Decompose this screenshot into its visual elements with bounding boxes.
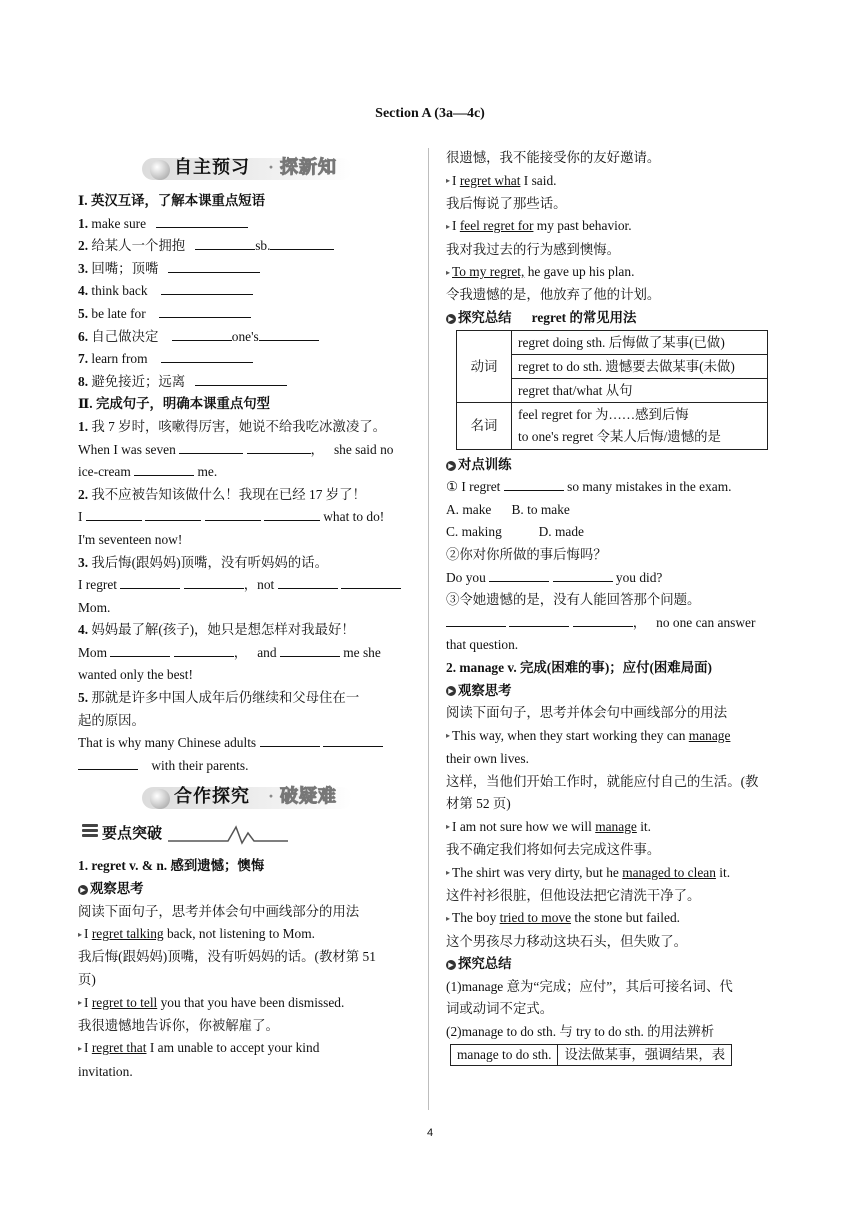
answer-blank[interactable] [86, 506, 142, 521]
practice-question: ， no one can answer [446, 612, 786, 635]
answer-blank[interactable] [161, 348, 253, 363]
phrase-item: 8. 避免接近；远离 [78, 371, 416, 394]
option-c[interactable]: C. making [446, 524, 502, 540]
example-sentence: their own lives. [446, 750, 529, 766]
practice-question: ②你对你所做的事后悔吗？ [446, 547, 607, 562]
example-translation: 页) [78, 972, 96, 988]
bullet-icon: ▸ [446, 914, 451, 923]
bullet-icon: ▸ [446, 267, 451, 277]
column-divider [428, 148, 429, 1110]
play-icon: ▶ [78, 885, 88, 895]
table-cell: regret to do sth. 遗憾要去做某事(未做) [512, 354, 768, 378]
bullet-icon: ▸ [446, 176, 451, 186]
example-translation: 令我遗憾的是，他放弃了他的计划。 [446, 287, 661, 303]
example-sentence: ▸ To my regret, he gave up his plan. [446, 264, 635, 280]
summary-text: (1)manage 意为“完成；应付”，其后可接名词、代 [446, 978, 733, 994]
banner-dot: · [268, 786, 275, 807]
sentence-en: I'm seventeen now! [78, 531, 183, 547]
phrase-item: 4. think back [78, 280, 416, 303]
sentence-cn: 5. 那就是许多中国人成年后仍继续和父母住在一 [78, 690, 360, 706]
summary-text: (2)manage to do sth. 与 try to do sth. 的用法辨析 [446, 1023, 715, 1039]
example-sentence: ▸ This way, when they start working they can manage [446, 727, 731, 743]
banner-sub: 破疑难 [280, 786, 337, 808]
key-points-label: 要点突破 [102, 824, 163, 843]
answer-blank[interactable] [172, 326, 232, 341]
sentence-en: ice-cream me. [78, 461, 416, 484]
answer-blank[interactable] [509, 612, 569, 627]
sentence-en: When I was seven ， she said no [78, 439, 416, 462]
summary-text: 词或动词不定式。 [446, 1001, 554, 1017]
sentence-en: I regret ，not [78, 574, 416, 597]
phrase-item: 5. be late for [78, 303, 416, 326]
practice-options [446, 499, 786, 522]
section-banner-preview [142, 152, 416, 186]
sentence-cn: 起的原因。 [78, 712, 145, 728]
bullet-icon: ▸ [78, 998, 83, 1008]
example-translation: 很遗憾，我不能接受你的友好邀请。 [446, 150, 661, 165]
example-translation: 我后悔(跟妈妈)顶嘴，没有听妈妈的话。(教材第 51 [78, 949, 376, 965]
part1-heading: Ⅰ. 英汉互译，了解本课重点短语 [78, 193, 266, 208]
example-translation: 我后悔说了那些话。 [446, 195, 567, 211]
left-column [78, 150, 416, 1083]
phrase-item: 7. learn from [78, 348, 416, 371]
manage-compare-table [450, 1044, 732, 1066]
answer-blank[interactable] [573, 612, 633, 627]
answer-blank[interactable] [259, 326, 319, 341]
phrase-item: 3. 回嘴；顶嘴 [78, 258, 416, 281]
sentence-en: Mom. [78, 599, 111, 615]
summary-label: ▶ 探究总结 [446, 953, 786, 976]
answer-blank[interactable] [264, 506, 320, 521]
example-sentence: ▸ The boy tried to move the stone but failed. [446, 910, 680, 926]
example-translation: 这件衬衫很脏，但他设法把它清洗干净了。 [446, 887, 701, 903]
book-stack-icon [82, 824, 98, 842]
right-column [446, 147, 786, 1066]
bullet-icon: ▸ [446, 222, 451, 232]
example-sentence: ▸ I regret to tell you that you have been dismissed. [78, 994, 345, 1010]
example-sentence: ▸ The shirt was very dirty, but he managed to clean it. [446, 864, 731, 880]
answer-blank[interactable] [110, 642, 170, 657]
option-a[interactable]: A. make [446, 501, 492, 517]
summary-label: ▶ 探究总结 regret 的常见用法 [446, 307, 786, 330]
answer-blank[interactable] [78, 755, 138, 770]
answer-blank[interactable] [161, 280, 253, 295]
play-icon: ▶ [446, 314, 456, 324]
noun-label: 名词 [457, 402, 512, 449]
bullet-icon: ▸ [446, 731, 451, 741]
phrase-item: 1. make sure [78, 213, 416, 236]
banner-main: 合作探究 [174, 786, 250, 808]
observe-label: ▶ 观察思考 [446, 680, 786, 703]
observe-instruction: 阅读下面句子，思考并体会句中画线部分的用法 [78, 903, 360, 919]
answer-blank[interactable] [553, 567, 613, 582]
verb-label: 动词 [457, 330, 512, 402]
option-b[interactable]: B. to make [511, 501, 570, 517]
example-sentence: ▸ I feel regret for my past behavior. [446, 218, 632, 234]
answer-blank[interactable] [179, 439, 243, 454]
answer-blank[interactable] [159, 303, 251, 318]
banner-main: 自主预习 [174, 157, 250, 178]
table-cell: manage to do sth. [451, 1044, 558, 1065]
key-point-heading: 1. regret v. & n. 感到遗憾；懊悔 [78, 858, 265, 874]
answer-blank[interactable] [145, 506, 201, 521]
example-sentence: ▸ I am not sure how we will manage it. [446, 818, 651, 834]
sentence-cn: 3. 我后悔(跟妈妈)顶嘴，没有听妈妈的话。 [78, 554, 328, 570]
answer-blank[interactable] [134, 461, 194, 476]
answer-blank[interactable] [174, 642, 234, 657]
phrase-item: 6. 自己做决定 one's [78, 326, 416, 349]
answer-blank[interactable] [278, 574, 338, 589]
example-translation: 这个男孩尽力移动这块石头，但失败了。 [446, 933, 688, 949]
page-title: Section A (3a—4c) [375, 106, 485, 121]
sentence-en: That is why many Chinese adults [78, 732, 416, 755]
example-sentence: ▸ I regret what I said. [446, 172, 557, 188]
part2-heading: Ⅱ. 完成句子，明确本课重点句型 [78, 396, 271, 412]
key-points-banner [78, 819, 416, 849]
answer-blank[interactable] [247, 439, 311, 454]
answer-blank[interactable] [156, 213, 248, 228]
answer-blank[interactable] [120, 574, 180, 589]
answer-blank[interactable] [280, 642, 340, 657]
table-cell: regret that/what 从句 [512, 378, 768, 402]
page-number: 4 [426, 1127, 434, 1139]
table-cell: feel regret for 为……感到后悔 to one's regret 令某人后悔/遗憾的是 [512, 402, 768, 449]
answer-blank[interactable] [504, 476, 564, 491]
sentence-en: I what to do! [78, 506, 416, 529]
example-sentence: invitation. [78, 1063, 133, 1079]
answer-blank[interactable] [489, 567, 549, 582]
play-icon: ▶ [446, 686, 456, 696]
key-point-heading: 2. manage v. 完成(困难的事)；应付(困难局面) [446, 659, 712, 675]
bullet-icon: ▸ [446, 868, 451, 878]
example-sentence: ▸ I regret talking back, not listening to Mom. [78, 926, 315, 942]
practice-question: that question. [446, 637, 519, 653]
banner-disc-icon [150, 160, 170, 180]
phrase-item: 2. 给某人一个拥抱 sb. [78, 235, 416, 258]
practice-question: Do you you did? [446, 567, 786, 590]
answer-blank[interactable] [323, 732, 383, 747]
observe-label: ▶ 观察思考 [78, 878, 416, 901]
observe-instruction: 阅读下面句子，思考并体会句中画线部分的用法 [446, 705, 728, 721]
practice-question: ③令她遗憾的是，没有人能回答那个问题。 [446, 592, 701, 608]
example-sentence: ▸ I regret that I am unable to accept your kind [78, 1040, 320, 1056]
practice-options [446, 521, 786, 544]
answer-blank[interactable] [260, 732, 320, 747]
answer-blank[interactable] [168, 258, 260, 273]
example-translation: 材第 52 页) [446, 796, 511, 812]
answer-blank[interactable] [341, 574, 401, 589]
play-icon: ▶ [446, 960, 456, 970]
bullet-icon: ▸ [446, 822, 451, 832]
sentence-cn: 2. 我不应被告知该做什么！我现在已经 17 岁了！ [78, 486, 366, 502]
practice-question: ① I regret so many mistakes in the exam. [446, 476, 786, 499]
answer-blank[interactable] [184, 574, 244, 589]
sentence-en: wanted only the best! [78, 667, 193, 683]
bullet-icon: ▸ [78, 929, 83, 939]
answer-blank[interactable] [270, 235, 334, 250]
sentence-en: with their parents. [78, 755, 416, 778]
table-cell: 设法做某事，强调结果，表 [558, 1044, 732, 1065]
sentence-cn: 4. 妈妈最了解(孩子)，她只是想怎样对我最好！ [78, 622, 355, 638]
practice-label: ▶ 对点训练 [446, 454, 786, 477]
answer-blank[interactable] [446, 612, 506, 627]
section-banner-explore [142, 781, 416, 815]
banner-dot: · [268, 157, 275, 177]
example-translation: 我很遗憾地告诉你，你被解雇了。 [78, 1017, 279, 1033]
example-translation: 我对我过去的行为感到懊悔。 [446, 241, 621, 257]
example-translation: 这样，当他们开始工作时，就能应付自己的生活。(教 [446, 773, 759, 789]
play-icon: ▶ [446, 461, 456, 471]
answer-blank[interactable] [195, 371, 287, 386]
pulse-line-icon [168, 821, 288, 845]
answer-blank[interactable] [195, 235, 255, 250]
option-d[interactable]: D. made [538, 524, 584, 540]
table-cell: regret doing sth. 后悔做了某事(已做) [512, 330, 768, 354]
sentence-en: Mom ， and me she [78, 642, 416, 665]
sentence-cn: 1. 我 7 岁时，咳嗽得厉害，她说不给我吃冰激凌了。 [78, 418, 386, 434]
banner-sub: 探新知 [280, 157, 337, 178]
answer-blank[interactable] [205, 506, 261, 521]
example-translation: 我不确定我们将如何去完成这件事。 [446, 841, 661, 857]
bullet-icon: ▸ [78, 1044, 83, 1054]
regret-usage-table [456, 330, 768, 450]
